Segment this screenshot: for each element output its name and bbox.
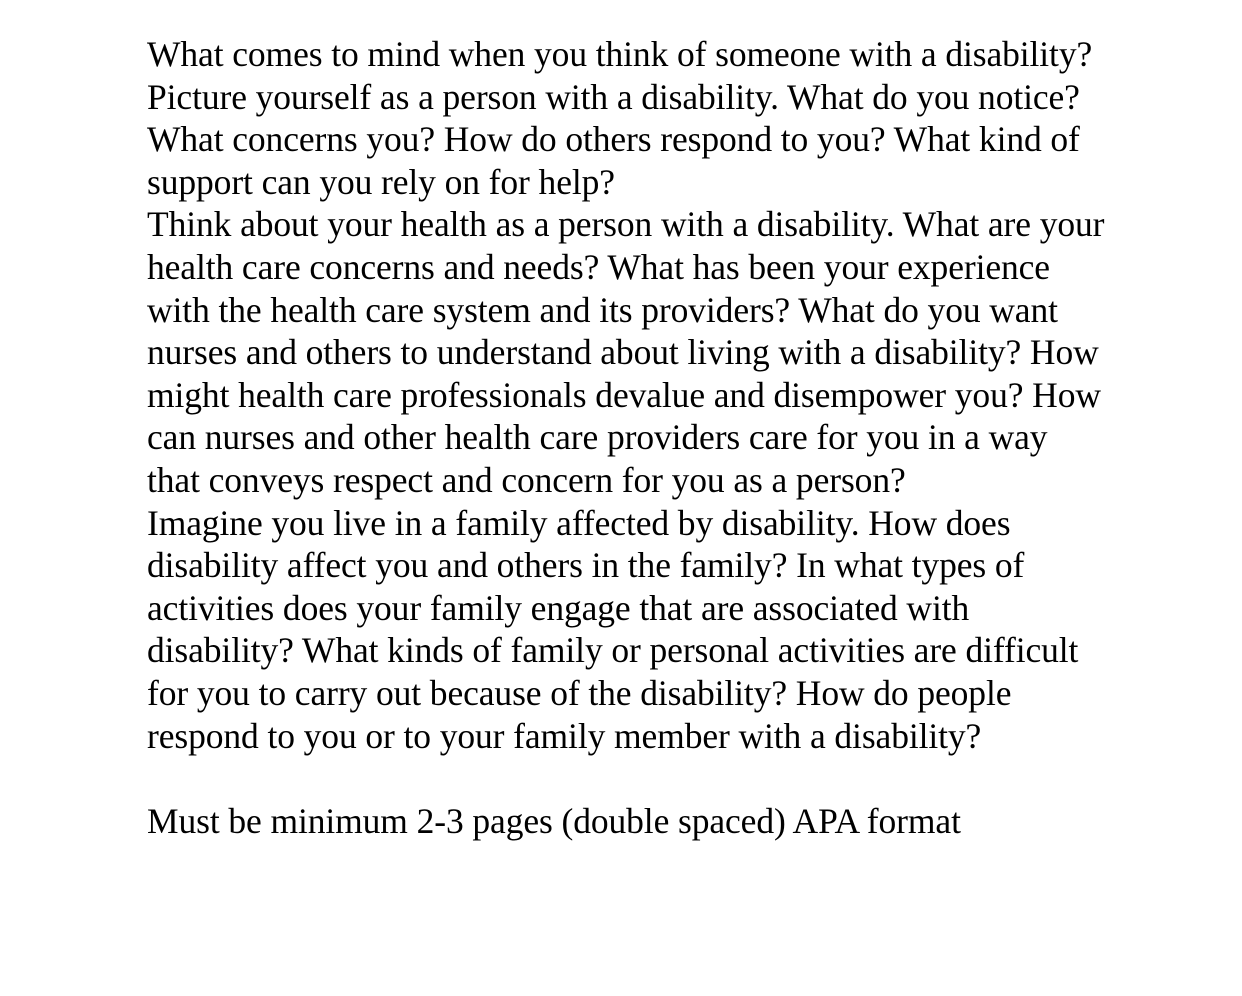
question-family-disability: Imagine you live in a family affected by disability. How does disability affect you and others in the family? In what types of activities does your family engage that are associated with disability? What kinds of family or personal activities are difficult for you to carry out because of the disability? How do people respond to you or to your family member with a disability? bbox=[147, 502, 1079, 756]
question-health-concerns: Think about your health as a person with a disability. What are your health care concerns and needs? What has been your experience with the health care system and its providers? What do you want nurses and others to understand about living with a disability? How might health care professionals devalue and disempower you? How can nurses and other health care providers care for you in a way that conveys respect and concern for you as a person? bbox=[147, 204, 1105, 500]
paragraph-spacer bbox=[147, 757, 1107, 800]
question-disability-mind: What comes to mind when you think of someone with a disability? bbox=[147, 34, 1093, 74]
assignment-requirement: Must be minimum 2-3 pages (double spaced) APA format bbox=[147, 800, 961, 841]
document-body bbox=[147, 33, 1107, 842]
question-picture-yourself: Picture yourself as a person with a disability. What do you notice? What concerns you? How do others respond to you? What kind of support can you rely on for help? bbox=[147, 76, 1080, 202]
